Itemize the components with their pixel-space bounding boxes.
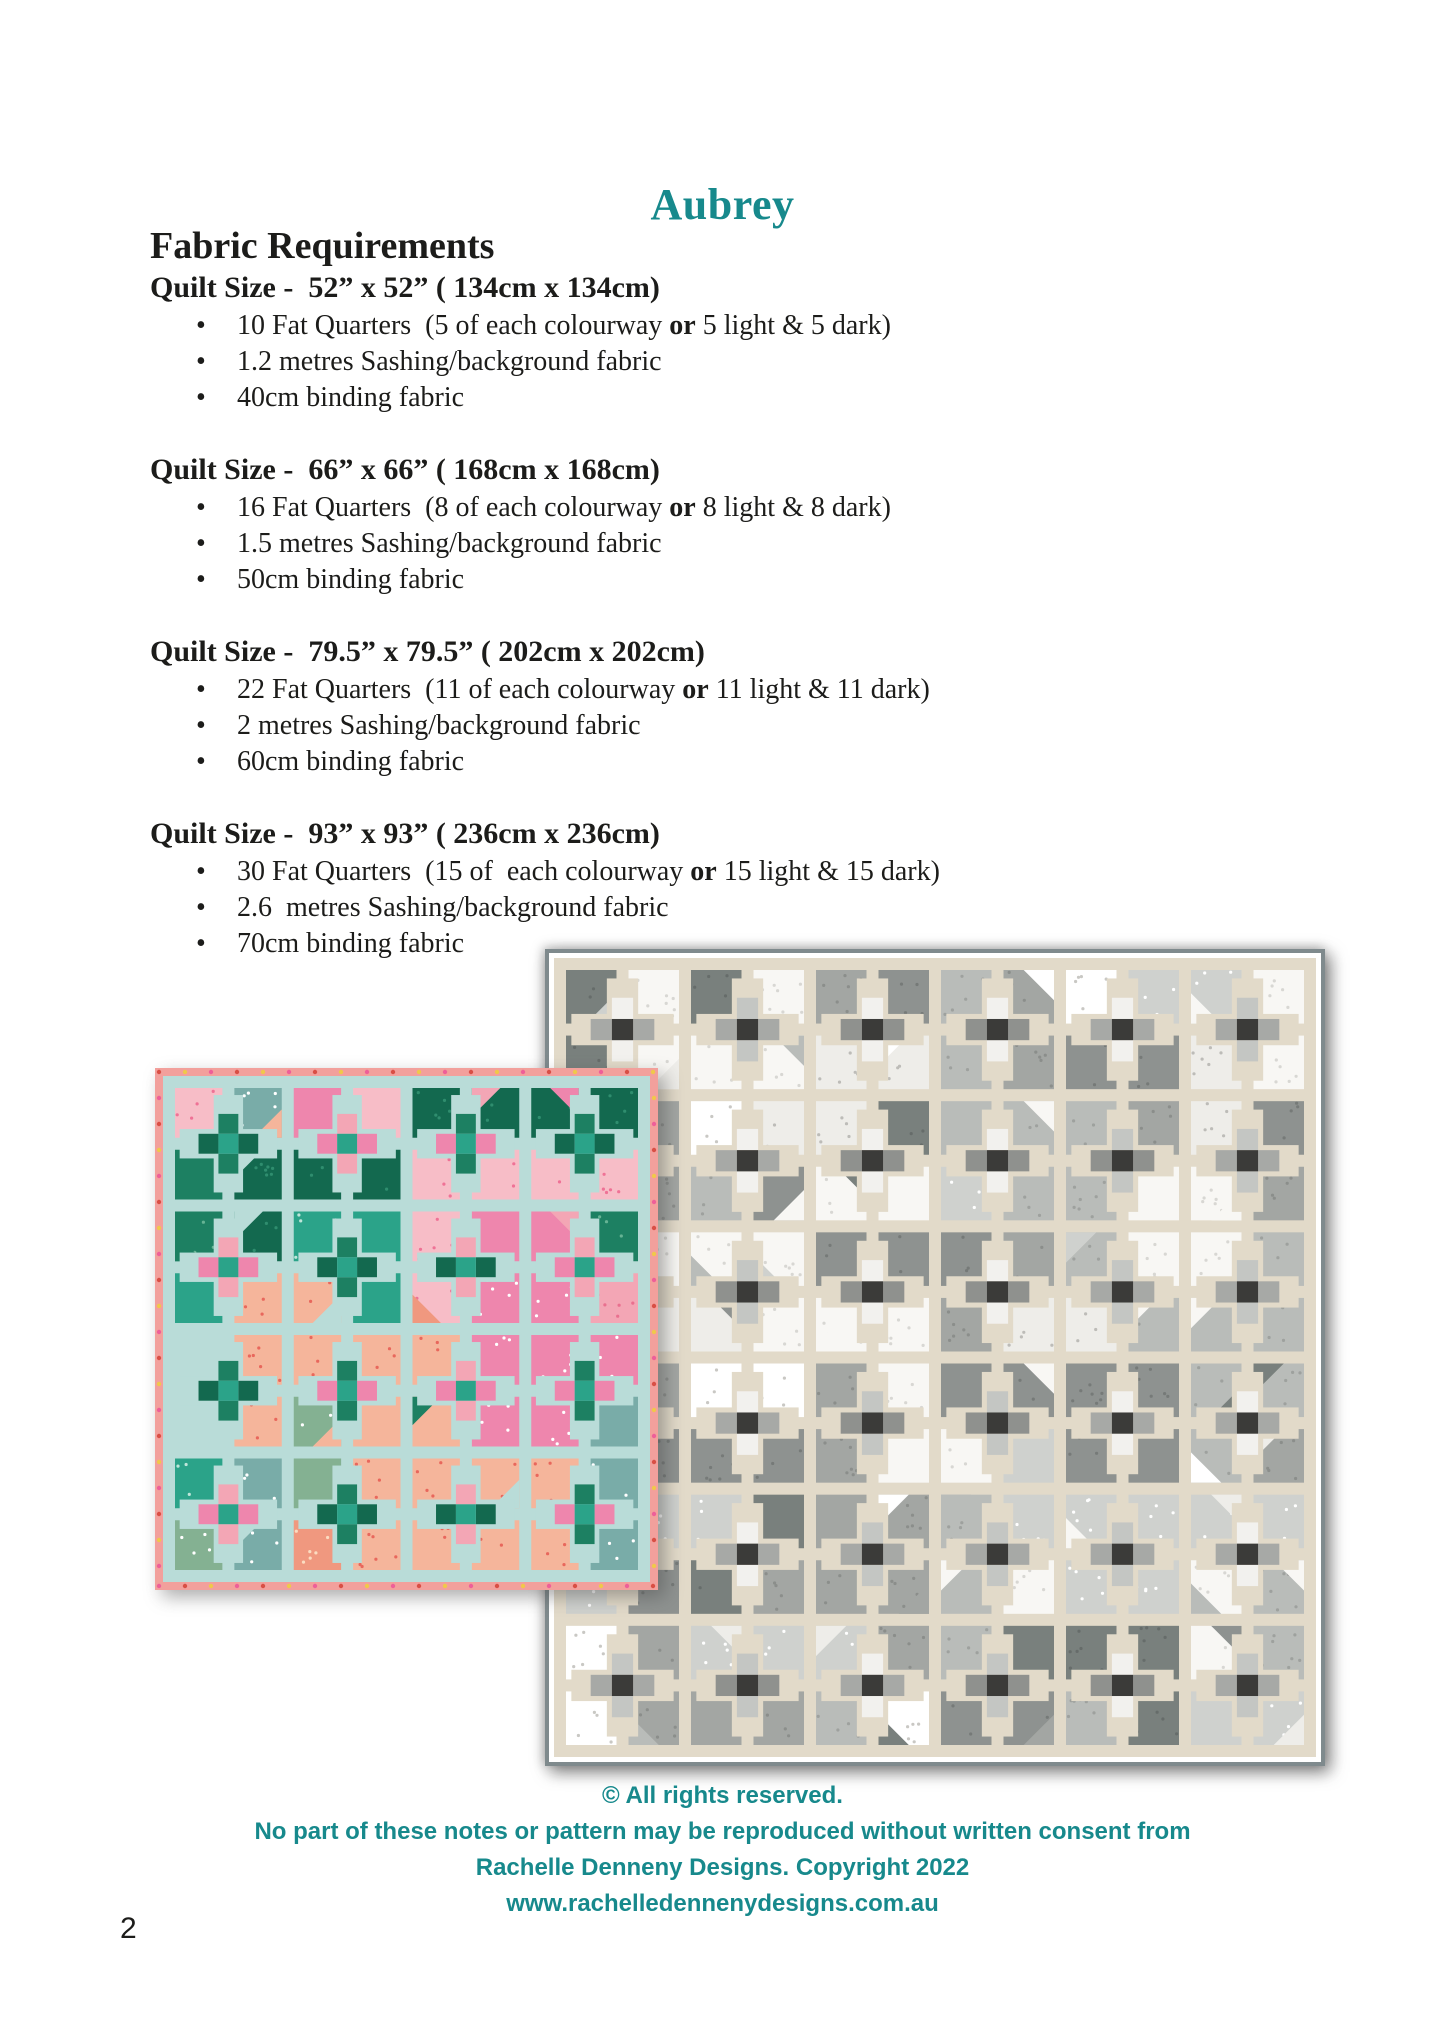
- gray-quilt-image: [545, 949, 1325, 1766]
- requirement-item: [150, 890, 1150, 926]
- bullet-icon: •: [196, 856, 206, 887]
- copyright-footer: [0, 1778, 1445, 1922]
- bullet-icon: •: [196, 492, 206, 523]
- requirement-item: [150, 854, 1150, 890]
- bullet-bold: or: [682, 674, 709, 705]
- bullet-post: 15 light & 15 dark): [716, 856, 940, 887]
- pink-quilt-image: [155, 1068, 658, 1590]
- requirement-list: [150, 672, 1150, 780]
- requirement-item: [150, 672, 1150, 708]
- quilt-size-section: [150, 450, 1150, 598]
- page-number: 2: [120, 1912, 137, 1945]
- bullet-bold: or: [690, 856, 717, 887]
- bullet-icon: •: [196, 746, 206, 777]
- requirement-item: [150, 308, 1150, 344]
- bullet-icon: •: [196, 892, 206, 923]
- requirement-item: [150, 344, 1150, 380]
- bullet-post: 8 light & 8 dark): [695, 492, 891, 523]
- requirement-list: [150, 854, 1150, 962]
- bullet-pre: 70cm binding fabric: [237, 928, 465, 959]
- bullet-pre: 30 Fat Quarters (15 of each colourway: [237, 856, 691, 887]
- bullet-pre: 60cm binding fabric: [237, 746, 465, 777]
- bullet-icon: •: [196, 564, 206, 595]
- bullet-pre: 10 Fat Quarters (5 of each colourway: [237, 310, 670, 341]
- requirement-list: [150, 308, 1150, 416]
- bullet-post: 11 light & 11 dark): [708, 674, 930, 705]
- requirement-item: [150, 380, 1150, 416]
- bullet-pre: 16 Fat Quarters (8 of each colourway: [237, 492, 670, 523]
- footer-line: www.rachelledennenydesigns.com.au: [506, 1890, 939, 1917]
- footer-line: © All rights reserved.: [602, 1782, 843, 1809]
- bullet-icon: •: [196, 710, 206, 741]
- requirement-list: [150, 490, 1150, 598]
- bullet-pre: 50cm binding fabric: [237, 564, 465, 595]
- bullet-pre: 2 metres Sashing/background fabric: [237, 710, 641, 741]
- bullet-pre: 40cm binding fabric: [237, 382, 465, 413]
- bullet-icon: •: [196, 346, 206, 377]
- bullet-pre: 2.6 metres Sashing/background fabric: [237, 892, 669, 923]
- quilt-size-section: [150, 268, 1150, 416]
- requirement-item: [150, 526, 1150, 562]
- bullet-icon: •: [196, 382, 206, 413]
- bullet-pre: 1.2 metres Sashing/background fabric: [237, 346, 662, 377]
- fabric-requirements-heading: Fabric Requirements: [150, 224, 495, 267]
- requirement-item: [150, 708, 1150, 744]
- bullet-icon: •: [196, 928, 206, 959]
- fabric-sections: [150, 268, 1150, 962]
- quilt-size-heading: Quilt Size - 93” x 93” ( 236cm x 236cm): [150, 817, 660, 850]
- quilt-size-section: [150, 814, 1150, 962]
- bullet-bold: or: [669, 310, 696, 341]
- bullet-pre: 1.5 metres Sashing/background fabric: [237, 528, 662, 559]
- quilt-size-heading: Quilt Size - 52” x 52” ( 134cm x 134cm): [150, 271, 660, 304]
- quilt-size-heading: Quilt Size - 79.5” x 79.5” ( 202cm x 202cm): [150, 635, 705, 668]
- bullet-icon: •: [196, 674, 206, 705]
- footer-line: Rachelle Denneny Designs. Copyright 2022: [475, 1854, 970, 1881]
- quilt-size-heading: Quilt Size - 66” x 66” ( 168cm x 168cm): [150, 453, 660, 486]
- requirement-item: [150, 562, 1150, 598]
- bullet-post: 5 light & 5 dark): [695, 310, 891, 341]
- bullet-pre: 22 Fat Quarters (11 of each colourway: [237, 674, 683, 705]
- bullet-icon: •: [196, 528, 206, 559]
- bullet-bold: or: [669, 492, 696, 523]
- quilt-size-section: [150, 632, 1150, 780]
- bullet-icon: •: [196, 310, 206, 341]
- requirement-item: [150, 744, 1150, 780]
- requirement-item: [150, 490, 1150, 526]
- page-title: Aubrey: [650, 180, 795, 230]
- footer-line: No part of these notes or pattern may be reproduced without written consent from: [254, 1818, 1191, 1845]
